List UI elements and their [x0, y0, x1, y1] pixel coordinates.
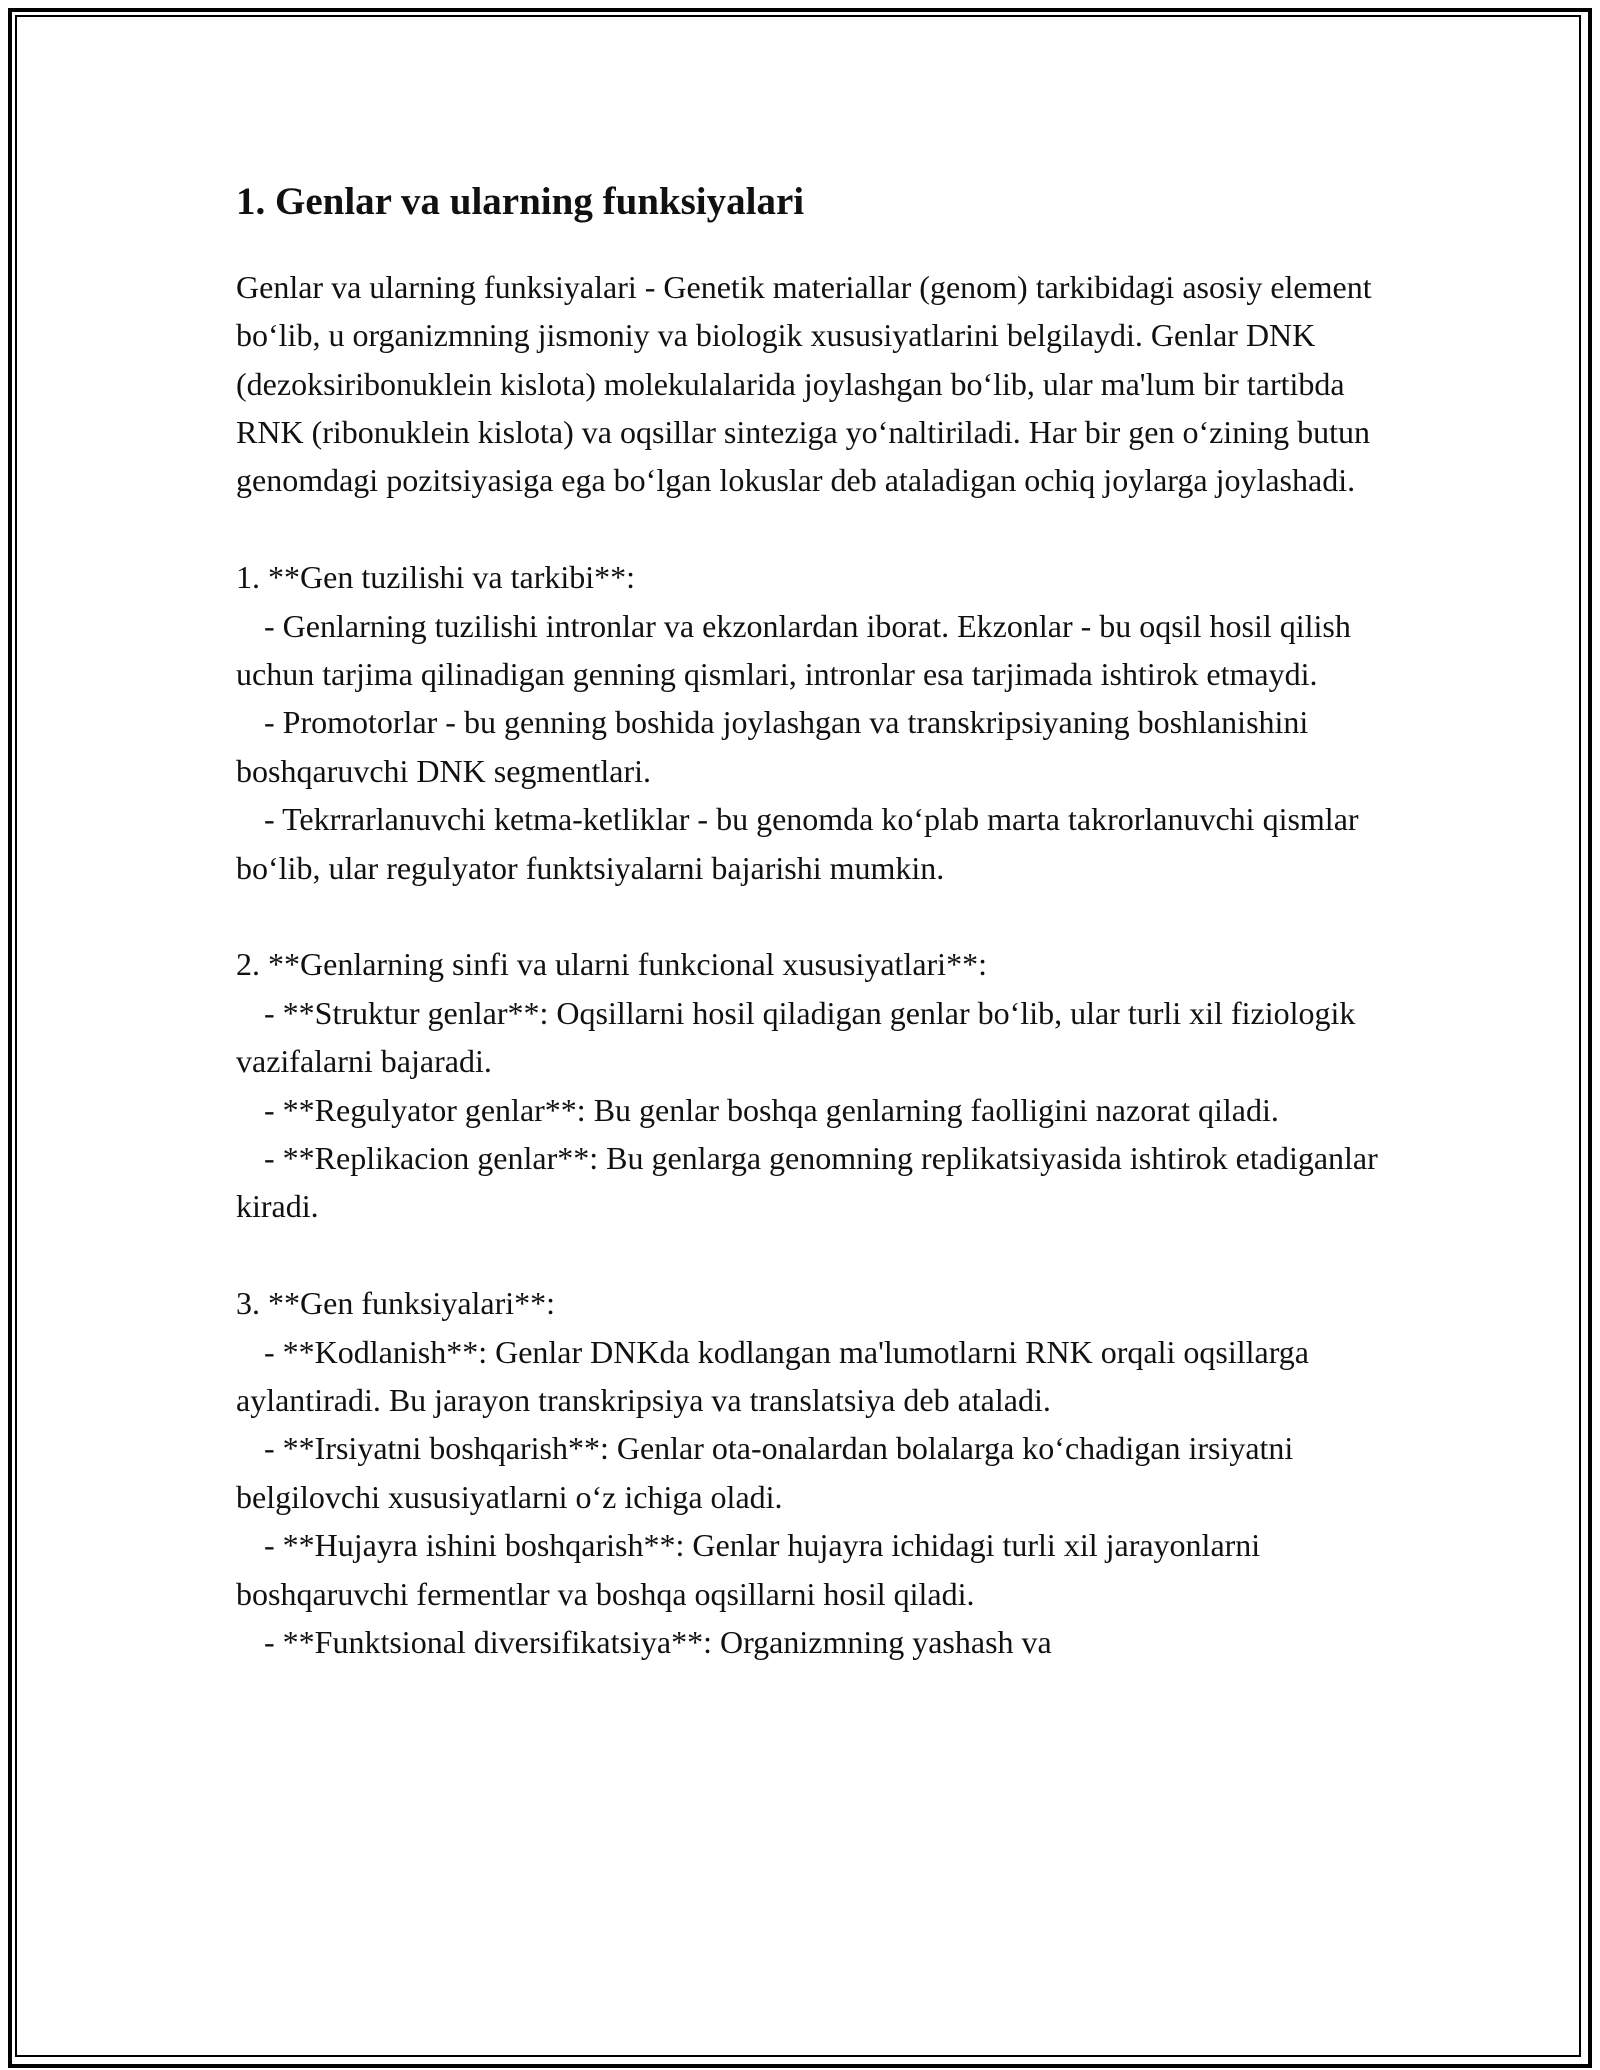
list-item: - **Irsiyatni boshqarish**: Genlar ota-onalardan bolalarga ko‘chadigan irsiyatni belgilovchi xususiyatlarni o‘z ichiga oladi. — [236, 1430, 1294, 1515]
list-item: - **Funktsional diversifikatsiya**: Organizmning yashash va — [264, 1624, 1052, 1661]
section-heading: 1. **Gen tuzilishi va tarkibi**: — [236, 559, 636, 596]
list-item: - **Struktur genlar**: Oqsillarni hosil qiladigan genlar bo‘lib, ular turli xil fiziologik vazifalarni bajaradi. — [236, 994, 1356, 1080]
document-body — [236, 178, 1386, 1715]
section-gen-tuzilishi — [236, 553, 1386, 892]
list-item: - Genlarning tuzilishi intronlar va ekzonlardan iborat. Ekzonlar - bu oqsil hosil qilish uchun tarjima qilinadigan genning qismlari, intronlar esa tarjimada ishtirok etmaydi. — [236, 607, 1351, 692]
section-genlarning-sinfi — [236, 940, 1386, 1230]
section-heading: 3. **Gen funksiyalari**: — [236, 1285, 556, 1322]
list-item: - Promotorlar - bu genning boshida joylashgan va transkripsiyaning boshlanishini boshqaruvchi DNK segmentlari. — [236, 704, 1309, 789]
list-item: - **Kodlanish**: Genlar DNKda kodlangan ma'lumotlarni RNK orqali oqsillarga aylantiradi. Bu jarayon transkripsiya va translatsiya deb ataladi. — [236, 1333, 1309, 1419]
list-item: - **Replikacion genlar**: Bu genlarga genomning replikatsiyasida ishtirok etadiganlar kiradi. — [236, 1140, 1378, 1225]
section-gen-funksiyalari — [236, 1279, 1386, 1666]
list-item: - **Regulyator genlar**: Bu genlar boshqa genlarning faolligini nazorat qiladi. — [264, 1091, 1279, 1128]
list-item: - **Hujayra ishini boshqarish**: Genlar hujayra ichidagi turli xil jarayonlarni boshqaruvchi fermentlar va boshqa oqsillarni hosil qiladi. — [236, 1527, 1261, 1612]
section-heading: 2. **Genlarning sinfi va ularni funkcional xususiyatlari**: — [236, 946, 987, 983]
intro-paragraph: Genlar va ularning funksiyalari - Genetik materiallar (genom) tarkibidagi asosiy element bo‘lib, u organizmning jismoniy va biologik xususiyatlarini belgilaydi. Genlar DNK (dezoksiribonuklein kislota) molekulalarida joylashgan bo‘lib, ular ma'lum bir tartibda RNK (ribonuklein kislota) va oqsillar sinteziga yo‘naltiriladi. Har bir gen o‘zining butun genomdagi pozitsiyasiga ega bo‘lgan lokuslar deb ataladigan ochiq joylarga joylashadi. — [236, 268, 1372, 499]
document-title: 1. Genlar va ularning funksiyalari — [236, 180, 805, 223]
list-item: - Tekrrarlanuvchi ketma-ketliklar - bu genomda ko‘plab marta takrorlanuvchi qismlar bo‘lib, ular regulyator funktsiyalarni bajarishi mumkin. — [236, 801, 1359, 886]
